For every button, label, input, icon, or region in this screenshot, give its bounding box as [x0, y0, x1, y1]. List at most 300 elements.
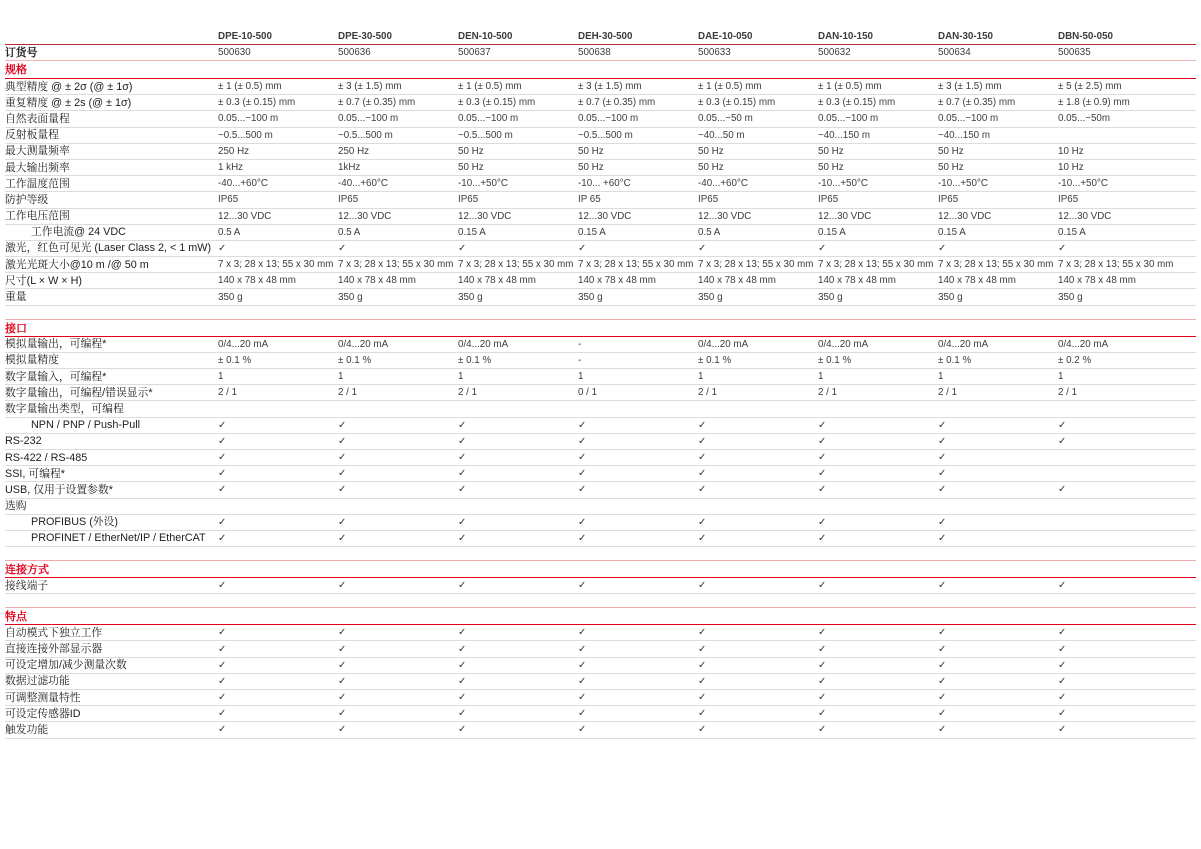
check-mark: ✓ [338, 242, 347, 254]
check-mark: ✓ [578, 419, 587, 431]
cell-value: 140 x 78 x 48 mm [818, 275, 896, 287]
check-mark: ✓ [698, 659, 707, 671]
cell-value: - [578, 354, 582, 366]
check-mark: ✓ [338, 708, 347, 720]
cell-value: IP65 [218, 194, 239, 206]
cell-value: 50 Hz [578, 162, 604, 174]
cell-value: ~0.5...500 m [458, 129, 513, 141]
check-mark: ✓ [938, 532, 947, 544]
cell-value: ± 0.7 (± 0.35) mm [578, 97, 656, 109]
check-mark: ✓ [218, 659, 227, 671]
spec-row [5, 225, 1196, 241]
cell-value: 2 / 1 [698, 387, 718, 399]
cell-value: 1 [818, 371, 824, 383]
row-label: PROFINET / EtherNet/IP / EtherCAT [31, 532, 206, 545]
cell-value: 12...30 VDC [818, 210, 872, 222]
check-mark: ✓ [938, 484, 947, 496]
check-mark: ✓ [458, 435, 467, 447]
cell-value: ± 0.1 % [218, 354, 252, 366]
cell-value: ± 0.1 % [938, 354, 972, 366]
cell-value: 50 Hz [938, 145, 964, 157]
cell-value: 7 x 3; 28 x 13; 55 x 30 mm [938, 259, 1054, 271]
order-number-row [5, 45, 1196, 61]
check-mark: ✓ [458, 468, 467, 480]
cell-value: 350 g [818, 291, 843, 303]
check-mark: ✓ [698, 532, 707, 544]
cell-value: 10 Hz [1058, 145, 1084, 157]
cell-value: 50 Hz [938, 162, 964, 174]
cell-value: 140 x 78 x 48 mm [218, 275, 296, 287]
cell-value: 0.05...~100 m [938, 113, 999, 125]
row-label: 数据过滤功能 [5, 675, 70, 688]
check-mark: ✓ [218, 627, 227, 639]
cell-value: 1kHz [338, 162, 361, 174]
check-mark: ✓ [338, 419, 347, 431]
row-label: 模拟量精度 [5, 354, 59, 367]
order-number: 500638 [578, 47, 611, 58]
cell-value: 2 / 1 [818, 387, 838, 399]
cell-value: 2 / 1 [218, 387, 238, 399]
check-mark: ✓ [218, 708, 227, 720]
cell-value: ± 1 (± 0.5) mm [818, 81, 882, 93]
cell-value: -40...+60°C [698, 178, 748, 190]
check-mark: ✓ [578, 435, 587, 447]
cell-value: 0 / 1 [578, 387, 598, 399]
cell-value: 0.15 A [1058, 226, 1086, 238]
check-mark: ✓ [938, 580, 947, 592]
check-mark: ✓ [938, 468, 947, 480]
cell-value: 0.5 A [338, 226, 361, 238]
check-mark: ✓ [818, 516, 827, 528]
cell-value: ± 3 (± 1.5) mm [338, 81, 402, 93]
spec-row [5, 658, 1196, 674]
model-header-den-10-500: DEN-10-500 [458, 31, 513, 42]
cell-value: ~40...150 m [938, 129, 991, 141]
cell-value: ± 0.3 (± 0.15) mm [458, 97, 536, 109]
check-mark: ✓ [1058, 419, 1067, 431]
check-mark: ✓ [938, 242, 947, 254]
check-mark: ✓ [1058, 708, 1067, 720]
section-header-row [5, 61, 1196, 79]
model-header-dae-10-050: DAE-10-050 [698, 31, 753, 42]
check-mark: ✓ [698, 468, 707, 480]
cell-value: ± 1 (± 0.5) mm [698, 81, 762, 93]
spec-row [5, 690, 1196, 706]
row-label: 尺寸(L × W × H) [5, 274, 82, 287]
cell-value: -10...+50°C [938, 178, 988, 190]
row-label: 自动模式下独立工作 [5, 626, 103, 639]
cell-value: 0.05...~100 m [818, 113, 879, 125]
cell-value: 7 x 3; 28 x 13; 55 x 30 mm [578, 259, 694, 271]
order-number: 500635 [1058, 47, 1091, 58]
cell-value: IP65 [1058, 194, 1079, 206]
cell-value: 350 g [458, 291, 483, 303]
cell-value: 1 [938, 371, 944, 383]
check-mark: ✓ [578, 580, 587, 592]
check-mark: ✓ [578, 724, 587, 736]
order-number: 500630 [218, 47, 251, 58]
cell-value: 0/4...20 mA [458, 338, 509, 350]
row-label: 典型精度 @ ± 2σ (@ ± 1σ) [5, 80, 133, 93]
cell-value: 0.15 A [938, 226, 966, 238]
cell-value: 140 x 78 x 48 mm [698, 275, 776, 287]
check-mark: ✓ [218, 452, 227, 464]
spec-row [5, 289, 1196, 305]
cell-value: IP65 [458, 194, 479, 206]
check-mark: ✓ [338, 643, 347, 655]
cell-value: 2 / 1 [1058, 387, 1078, 399]
check-mark: ✓ [338, 484, 347, 496]
section-2 [5, 319, 1196, 547]
row-label: 最大测量频率 [5, 145, 70, 158]
row-label: USB, 仅用于设置参数* [5, 483, 113, 496]
cell-value: 0.15 A [578, 226, 606, 238]
cell-value: 350 g [1058, 291, 1083, 303]
cell-value: 1 [458, 371, 464, 383]
check-mark: ✓ [338, 532, 347, 544]
cell-value: ± 1.8 (± 0.9) mm [1058, 97, 1130, 109]
check-mark: ✓ [938, 692, 947, 704]
check-mark: ✓ [338, 452, 347, 464]
cell-value: ± 0.1 % [458, 354, 492, 366]
check-mark: ✓ [818, 708, 827, 720]
cell-value: 350 g [338, 291, 363, 303]
row-label: 工作电流@ 24 VDC [31, 226, 126, 239]
cell-value: 0/4...20 mA [218, 338, 269, 350]
check-mark: ✓ [578, 242, 587, 254]
cell-value: 7 x 3; 28 x 13; 55 x 30 mm [458, 259, 574, 271]
check-mark: ✓ [338, 516, 347, 528]
spec-row [5, 273, 1196, 289]
cell-value: ± 0.7 (± 0.35) mm [938, 97, 1016, 109]
order-number: 500637 [458, 47, 491, 58]
check-mark: ✓ [818, 468, 827, 480]
spec-row [5, 385, 1196, 401]
check-mark: ✓ [578, 532, 587, 544]
cell-value: 250 Hz [338, 145, 370, 157]
check-mark: ✓ [818, 242, 827, 254]
check-mark: ✓ [1058, 659, 1067, 671]
cell-value: ~40...50 m [698, 129, 745, 141]
spec-row [5, 209, 1196, 225]
check-mark: ✓ [1058, 242, 1067, 254]
cell-value: 0/4...20 mA [698, 338, 749, 350]
row-label: NPN / PNP / Push-Pull [31, 419, 141, 432]
cell-value: 2 / 1 [458, 387, 478, 399]
spec-row [5, 353, 1196, 369]
cell-value: ± 0.7 (± 0.35) mm [338, 97, 416, 109]
cell-value: ± 1 (± 0.5) mm [218, 81, 282, 93]
check-mark: ✓ [218, 516, 227, 528]
model-header-dpe-30-500: DPE-30-500 [338, 31, 392, 42]
cell-value: 12...30 VDC [938, 210, 992, 222]
cell-value: 7 x 3; 28 x 13; 55 x 30 mm [338, 259, 454, 271]
check-mark: ✓ [218, 724, 227, 736]
cell-value: 1 [578, 371, 584, 383]
check-mark: ✓ [218, 532, 227, 544]
check-mark: ✓ [1058, 675, 1067, 687]
order-row-label: 订货号 [5, 46, 38, 59]
cell-value: 2 / 1 [338, 387, 358, 399]
check-mark: ✓ [338, 659, 347, 671]
cell-value: 12...30 VDC [338, 210, 392, 222]
section-title: 接口 [5, 322, 27, 335]
cell-value: IP65 [338, 194, 359, 206]
check-mark: ✓ [338, 468, 347, 480]
check-mark: ✓ [578, 643, 587, 655]
check-mark: ✓ [458, 627, 467, 639]
spec-row [5, 466, 1196, 482]
check-mark: ✓ [938, 516, 947, 528]
cell-value: 50 Hz [698, 162, 724, 174]
check-mark: ✓ [458, 659, 467, 671]
cell-value: 0/4...20 mA [938, 338, 989, 350]
check-mark: ✓ [818, 452, 827, 464]
cell-value: 0.05...~100 m [458, 113, 519, 125]
cell-value: 140 x 78 x 48 mm [1058, 275, 1136, 287]
cell-value: ± 0.1 % [818, 354, 852, 366]
check-mark: ✓ [818, 659, 827, 671]
check-mark: ✓ [458, 692, 467, 704]
check-mark: ✓ [938, 419, 947, 431]
cell-value: ± 1 (± 0.5) mm [458, 81, 522, 93]
check-mark: ✓ [818, 692, 827, 704]
cell-value: 350 g [218, 291, 243, 303]
cell-value: 0.5 A [698, 226, 721, 238]
check-mark: ✓ [938, 627, 947, 639]
cell-value: ± 0.1 % [698, 354, 732, 366]
spec-row [5, 241, 1196, 257]
cell-value: 350 g [698, 291, 723, 303]
check-mark: ✓ [1058, 435, 1067, 447]
row-label: 激光，红色可见光 (Laser Class 2, < 1 mW) [5, 242, 212, 255]
spec-row [5, 79, 1196, 95]
row-label: 数字量输出类型，可编程 [5, 402, 124, 415]
spec-row [5, 625, 1196, 641]
check-mark: ✓ [818, 627, 827, 639]
spec-row [5, 450, 1196, 466]
check-mark: ✓ [698, 724, 707, 736]
spec-row [5, 499, 1196, 515]
spec-row [5, 515, 1196, 531]
check-mark: ✓ [218, 484, 227, 496]
check-mark: ✓ [698, 580, 707, 592]
section-title: 规格 [5, 64, 27, 76]
check-mark: ✓ [458, 419, 467, 431]
cell-value: ± 5 (± 2.5) mm [1058, 81, 1122, 93]
cell-value: 7 x 3; 28 x 13; 55 x 30 mm [818, 259, 934, 271]
check-mark: ✓ [1058, 580, 1067, 592]
check-mark: ✓ [698, 708, 707, 720]
cell-value: 1 kHz [218, 162, 244, 174]
check-mark: ✓ [338, 675, 347, 687]
check-mark: ✓ [338, 724, 347, 736]
check-mark: ✓ [218, 675, 227, 687]
spec-row [5, 641, 1196, 657]
model-header-row [5, 26, 1196, 45]
row-label: 触发功能 [5, 723, 49, 736]
check-mark: ✓ [818, 643, 827, 655]
cell-value: 2 / 1 [938, 387, 958, 399]
cell-value: 350 g [578, 291, 603, 303]
row-label: 接线端子 [5, 579, 49, 592]
check-mark: ✓ [338, 692, 347, 704]
spec-row [5, 111, 1196, 127]
cell-value: 10 Hz [1058, 162, 1084, 174]
cell-value: 7 x 3; 28 x 13; 55 x 30 mm [698, 259, 814, 271]
spec-table [5, 26, 1196, 739]
cell-value: 50 Hz [698, 145, 724, 157]
check-mark: ✓ [218, 692, 227, 704]
model-header-dpe-10-500: DPE-10-500 [218, 31, 272, 42]
check-mark: ✓ [458, 516, 467, 528]
cell-value: 7 x 3; 28 x 13; 55 x 30 mm [218, 259, 334, 271]
spec-row [5, 434, 1196, 450]
check-mark: ✓ [818, 435, 827, 447]
cell-value: ~0.5...500 m [578, 129, 633, 141]
cell-value: ± 0.3 (± 0.15) mm [818, 97, 896, 109]
cell-value: 140 x 78 x 48 mm [578, 275, 656, 287]
check-mark: ✓ [578, 484, 587, 496]
spec-row [5, 176, 1196, 192]
cell-value: 12...30 VDC [698, 210, 752, 222]
row-label: 重量 [5, 291, 27, 304]
section-header-row [5, 560, 1196, 578]
row-label: 激光光斑大小@10 m /@ 50 m [5, 258, 149, 271]
check-mark: ✓ [938, 724, 947, 736]
check-mark: ✓ [218, 468, 227, 480]
row-label: 数字量输出，可编程/错误显示* [5, 386, 153, 399]
check-mark: ✓ [218, 242, 227, 254]
cell-value: 50 Hz [458, 145, 484, 157]
order-number: 500634 [938, 47, 971, 58]
check-mark: ✓ [458, 452, 467, 464]
cell-value: 50 Hz [458, 162, 484, 174]
cell-value: -10...+50°C [1058, 178, 1108, 190]
cell-value: -40...+60°C [218, 178, 268, 190]
check-mark: ✓ [698, 675, 707, 687]
cell-value: -10... +60°C [578, 178, 631, 190]
cell-value: 140 x 78 x 48 mm [458, 275, 536, 287]
row-label: 防护等级 [5, 193, 49, 206]
spec-row [5, 482, 1196, 498]
check-mark: ✓ [218, 580, 227, 592]
check-mark: ✓ [698, 484, 707, 496]
section-title: 特点 [5, 611, 27, 624]
check-mark: ✓ [1058, 724, 1067, 736]
cell-value: 50 Hz [818, 162, 844, 174]
check-mark: ✓ [578, 468, 587, 480]
section-header-row [5, 319, 1196, 337]
row-label: PROFIBUS (外设) [31, 516, 118, 529]
row-label: RS-422 / RS-485 [5, 451, 88, 464]
spec-row [5, 401, 1196, 417]
cell-value: ~40...150 m [818, 129, 871, 141]
cell-value: 50 Hz [818, 145, 844, 157]
cell-value: ~0.5...500 m [218, 129, 273, 141]
cell-value: 0.05...~100 m [218, 113, 279, 125]
cell-value: -10...+50°C [818, 178, 868, 190]
cell-value: IP65 [818, 194, 839, 206]
check-mark: ✓ [458, 484, 467, 496]
cell-value: -40...+60°C [338, 178, 388, 190]
check-mark: ✓ [458, 580, 467, 592]
model-header-deh-30-500: DEH-30-500 [578, 31, 633, 42]
section-4 [5, 607, 1196, 738]
cell-value: 12...30 VDC [578, 210, 632, 222]
row-label: 可设定增加/减少测量次数 [5, 659, 127, 672]
cell-value: ± 0.3 (± 0.15) mm [698, 97, 776, 109]
cell-value: IP65 [698, 194, 719, 206]
check-mark: ✓ [938, 659, 947, 671]
check-mark: ✓ [338, 580, 347, 592]
cell-value: 0.15 A [818, 226, 846, 238]
cell-value: 12...30 VDC [218, 210, 272, 222]
row-label: 重复精度 @ ± 2s (@ ± 1σ) [5, 96, 132, 109]
row-label: 反射板量程 [5, 129, 59, 142]
row-label: 选购 [5, 500, 27, 513]
check-mark: ✓ [578, 708, 587, 720]
check-mark: ✓ [938, 708, 947, 720]
row-label: 自然表面量程 [5, 112, 70, 125]
check-mark: ✓ [1058, 692, 1067, 704]
check-mark: ✓ [578, 692, 587, 704]
check-mark: ✓ [458, 675, 467, 687]
check-mark: ✓ [578, 675, 587, 687]
cell-value: ± 3 (± 1.5) mm [938, 81, 1002, 93]
cell-value: 350 g [938, 291, 963, 303]
check-mark: ✓ [1058, 627, 1067, 639]
check-mark: ✓ [218, 643, 227, 655]
spec-row [5, 192, 1196, 208]
order-number: 500636 [338, 47, 371, 58]
section-header-row [5, 607, 1196, 625]
check-mark: ✓ [578, 659, 587, 671]
cell-value: 140 x 78 x 48 mm [338, 275, 416, 287]
check-mark: ✓ [818, 580, 827, 592]
spec-row [5, 128, 1196, 144]
check-mark: ✓ [458, 708, 467, 720]
cell-value: 1 [698, 371, 704, 383]
cell-value: 0.05...~100 m [338, 113, 399, 125]
check-mark: ✓ [698, 452, 707, 464]
row-label: 直接连接外部显示器 [5, 643, 103, 656]
cell-value: 0.15 A [458, 226, 486, 238]
row-label: 可调整测量特性 [5, 691, 81, 704]
row-label: SSI, 可编程* [5, 467, 65, 480]
cell-value: ± 0.2 % [1058, 354, 1092, 366]
model-header-dbn-50-050: DBN-50-050 [1058, 31, 1113, 42]
section-3 [5, 560, 1196, 594]
check-mark: ✓ [938, 643, 947, 655]
row-label: 可设定传感器ID [5, 707, 81, 720]
cell-value: 7 x 3; 28 x 13; 55 x 30 mm [1058, 259, 1174, 271]
spec-row [5, 531, 1196, 547]
cell-value: 12...30 VDC [1058, 210, 1112, 222]
cell-value: 0.05...~50 m [698, 113, 753, 125]
row-label: 工作电压范围 [5, 210, 70, 223]
check-mark: ✓ [578, 627, 587, 639]
spec-row [5, 578, 1196, 594]
check-mark: ✓ [698, 516, 707, 528]
check-mark: ✓ [938, 675, 947, 687]
check-mark: ✓ [698, 419, 707, 431]
cell-value: 0.05...~100 m [578, 113, 639, 125]
spec-row [5, 722, 1196, 738]
row-label: 最大输出频率 [5, 161, 70, 174]
check-mark: ✓ [698, 692, 707, 704]
check-mark: ✓ [818, 419, 827, 431]
